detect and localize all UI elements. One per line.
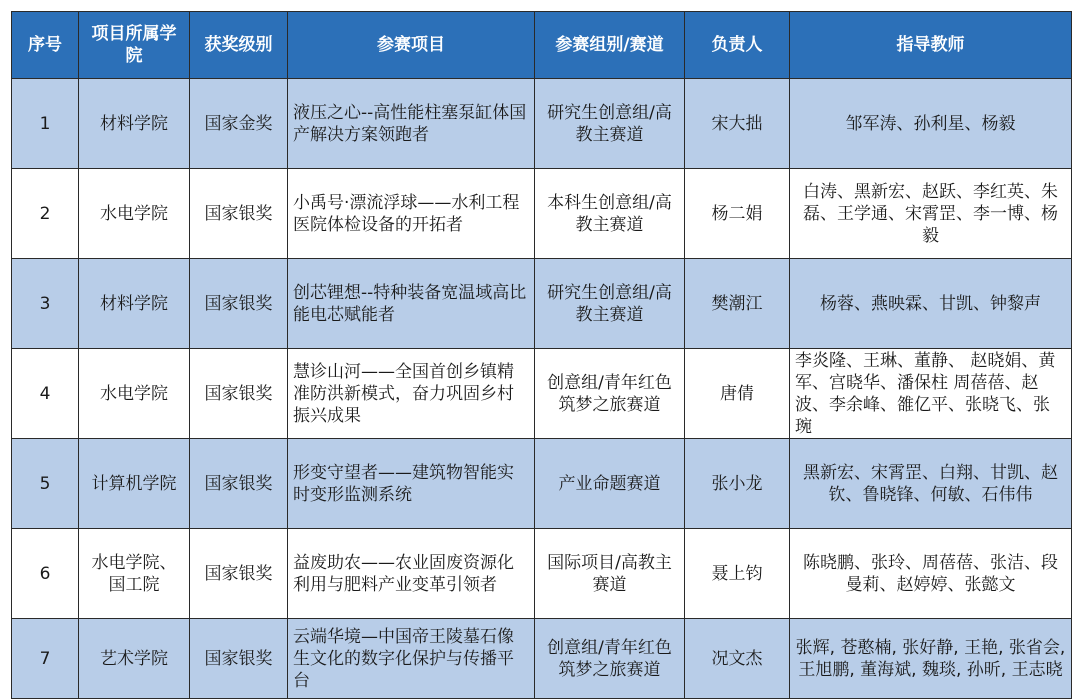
header-track: 参赛组别/赛道 <box>535 12 685 79</box>
header-no: 序号 <box>12 12 79 79</box>
cell-college: 材料学院 <box>79 259 190 349</box>
cell-award: 国家银奖 <box>190 619 288 699</box>
cell-track: 国际项目/高教主赛道 <box>535 529 685 619</box>
awards-table <box>11 11 1072 699</box>
cell-college: 水电学院、国工院 <box>79 529 190 619</box>
cell-project: 云端华境—中国帝王陵墓石像生文化的数字化保护与传播平台 <box>288 619 535 699</box>
cell-no: 7 <box>12 619 79 699</box>
header-college: 项目所属学院 <box>79 12 190 79</box>
table-row <box>12 169 1072 259</box>
cell-teachers: 杨蓉、燕映霖、甘凯、钟黎声 <box>790 259 1072 349</box>
table-row <box>12 619 1072 699</box>
header-project: 参赛项目 <box>288 12 535 79</box>
table-row <box>12 439 1072 529</box>
cell-track: 创意组/青年红色筑梦之旅赛道 <box>535 619 685 699</box>
cell-award: 国家银奖 <box>190 349 288 439</box>
cell-college: 艺术学院 <box>79 619 190 699</box>
cell-lead: 唐倩 <box>685 349 790 439</box>
cell-college: 水电学院 <box>79 349 190 439</box>
cell-lead: 聂上钧 <box>685 529 790 619</box>
cell-project: 益废助农——农业固废资源化利用与肥料产业变革引领者 <box>288 529 535 619</box>
cell-project: 液压之心--高性能柱塞泵缸体国产解决方案领跑者 <box>288 79 535 169</box>
cell-lead: 张小龙 <box>685 439 790 529</box>
cell-college: 水电学院 <box>79 169 190 259</box>
table-row <box>12 79 1072 169</box>
header-lead: 负责人 <box>685 12 790 79</box>
table-row <box>12 349 1072 439</box>
cell-college: 计算机学院 <box>79 439 190 529</box>
cell-teachers: 黑新宏、宋霄罡、白翔、甘凯、赵钦、鲁晓锋、何敏、石伟伟 <box>790 439 1072 529</box>
cell-no: 5 <box>12 439 79 529</box>
cell-award: 国家银奖 <box>190 169 288 259</box>
cell-lead: 宋大拙 <box>685 79 790 169</box>
table-header-row <box>12 12 1072 79</box>
cell-track: 产业命题赛道 <box>535 439 685 529</box>
cell-college: 材料学院 <box>79 79 190 169</box>
cell-track: 研究生创意组/高教主赛道 <box>535 79 685 169</box>
cell-teachers: 白涛、黑新宏、赵跃、李红英、朱磊、王学通、宋霄罡、李一博、杨毅 <box>790 169 1072 259</box>
cell-no: 6 <box>12 529 79 619</box>
cell-teachers: 张辉, 苍憨楠, 张好静, 王艳, 张省会, 王旭鹏, 董海斌, 魏琰, 孙昕, 王志晓 <box>790 619 1072 699</box>
cell-track: 本科生创意组/高教主赛道 <box>535 169 685 259</box>
cell-project: 创芯锂想--特种装备宽温域高比能电芯赋能者 <box>288 259 535 349</box>
header-teachers: 指导教师 <box>790 12 1072 79</box>
cell-teachers: 李炎隆、王琳、董静、 赵晓娟、黄军、宫晓华、潘保柱 周蓓蓓、赵波、李余峰、雒亿平、张晓飞、张琬 <box>790 349 1072 439</box>
cell-project: 小禹号·漂流浮球——水利工程医院体检设备的开拓者 <box>288 169 535 259</box>
table-row <box>12 529 1072 619</box>
cell-lead: 樊潮江 <box>685 259 790 349</box>
header-award: 获奖级别 <box>190 12 288 79</box>
cell-no: 3 <box>12 259 79 349</box>
cell-project: 慧诊山河——全国首创乡镇精准防洪新模式，奋力巩固乡村振兴成果 <box>288 349 535 439</box>
cell-award: 国家金奖 <box>190 79 288 169</box>
cell-award: 国家银奖 <box>190 259 288 349</box>
table-row <box>12 259 1072 349</box>
cell-teachers: 陈晓鹏、张玲、周蓓蓓、张洁、段曼莉、赵婷婷、张懿文 <box>790 529 1072 619</box>
cell-no: 2 <box>12 169 79 259</box>
cell-track: 研究生创意组/高教主赛道 <box>535 259 685 349</box>
cell-teachers: 邹军涛、孙利星、杨毅 <box>790 79 1072 169</box>
cell-award: 国家银奖 <box>190 439 288 529</box>
cell-no: 1 <box>12 79 79 169</box>
cell-award: 国家银奖 <box>190 529 288 619</box>
cell-no: 4 <box>12 349 79 439</box>
cell-lead: 况文杰 <box>685 619 790 699</box>
cell-project: 形变守望者——建筑物智能实时变形监测系统 <box>288 439 535 529</box>
awards-table-container <box>11 11 1071 699</box>
cell-track: 创意组/青年红色筑梦之旅赛道 <box>535 349 685 439</box>
cell-lead: 杨二娟 <box>685 169 790 259</box>
